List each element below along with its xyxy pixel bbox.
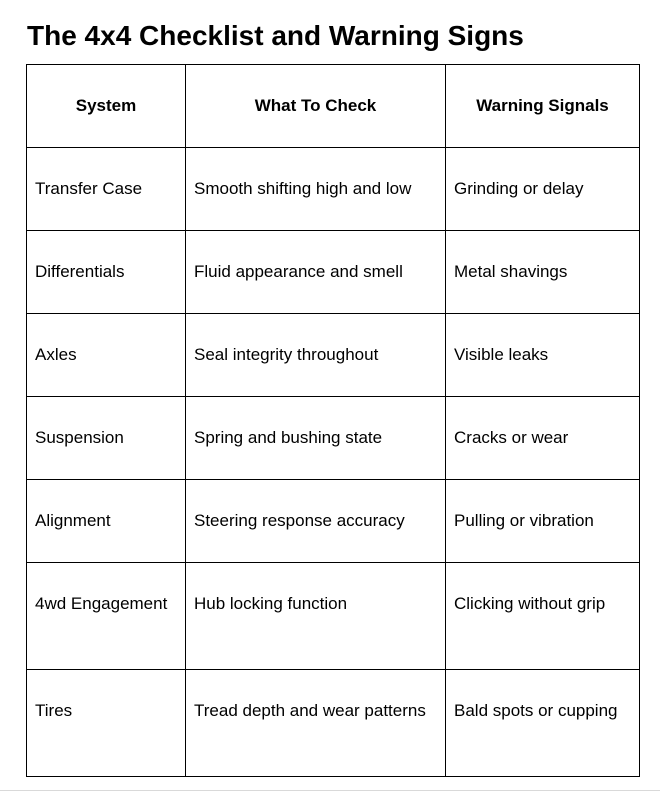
check-cell: Fluid appearance and smell (186, 231, 446, 314)
warning-cell: Cracks or wear (446, 397, 640, 480)
warning-cell: Visible leaks (446, 314, 640, 397)
column-header-system: System (27, 65, 186, 148)
column-header-what-to-check: What To Check (186, 65, 446, 148)
check-cell: Spring and bushing state (186, 397, 446, 480)
table-row (27, 480, 640, 563)
check-cell: Seal integrity throughout (186, 314, 446, 397)
table-row (27, 148, 640, 231)
system-cell: Alignment (27, 480, 186, 563)
check-cell: Tread depth and wear patterns (186, 670, 446, 777)
header-row (27, 65, 640, 148)
system-cell: Tires (27, 670, 186, 777)
system-cell: Suspension (27, 397, 186, 480)
page-title: The 4x4 Checklist and Warning Signs (27, 20, 524, 51)
warning-cell: Pulling or vibration (446, 480, 640, 563)
system-cell: Differentials (27, 231, 186, 314)
warning-cell: Clicking without grip (446, 563, 640, 670)
warning-cell: Metal shavings (446, 231, 640, 314)
warning-cell: Grinding or delay (446, 148, 640, 231)
table-row (27, 231, 640, 314)
page-bottom-divider (0, 790, 660, 791)
system-cell: 4wd Engagement (27, 563, 186, 670)
check-cell: Hub locking function (186, 563, 446, 670)
table-row (27, 563, 640, 670)
warning-cell: Bald spots or cupping (446, 670, 640, 777)
check-cell: Smooth shifting high and low (186, 148, 446, 231)
checklist-table (26, 64, 640, 777)
table-row (27, 397, 640, 480)
column-header-warning-signals: Warning Signals (446, 65, 640, 148)
system-cell: Transfer Case (27, 148, 186, 231)
table-row (27, 670, 640, 777)
check-cell: Steering response accuracy (186, 480, 446, 563)
system-cell: Axles (27, 314, 186, 397)
table-row (27, 314, 640, 397)
